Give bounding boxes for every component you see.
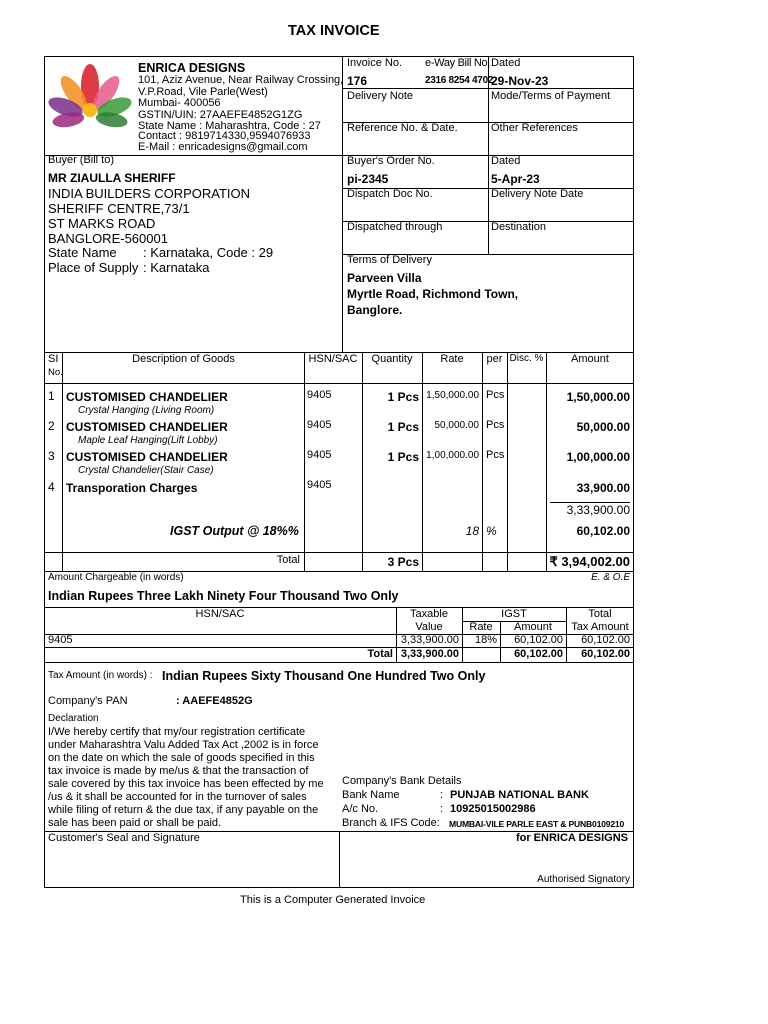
item-per: Pcs: [486, 419, 505, 431]
item-amount: 50,000.00: [576, 420, 630, 434]
tax-total-label: Total: [367, 648, 393, 660]
col-disc: Disc. %: [509, 353, 544, 364]
col-quantity: Quantity: [371, 353, 413, 365]
place-of-supply-label: Place of Supply: [48, 260, 139, 275]
col-si: SI: [48, 353, 59, 365]
item-sub: Maple Leaf Hanging(Lift Lobby): [78, 435, 218, 446]
buyer-state-value: : Karnataka, Code : 29: [143, 245, 274, 260]
item-hsn: 9405: [307, 389, 332, 401]
igst-amount-header: Amount: [514, 621, 552, 633]
item-per: Pcs: [486, 449, 505, 461]
declaration-line: I/We hereby certify that my/our registration certificate: [48, 726, 306, 738]
destination-label: Destination: [491, 221, 547, 233]
seal-signature-label: Customer's Seal and Signature: [48, 832, 200, 844]
invoice-no-label: Invoice No.: [347, 57, 403, 69]
tax-hsn-header: HSN/SAC: [195, 608, 245, 620]
tax-row-taxable: 3,33,900.00: [400, 634, 459, 646]
seller-address-3: Mumbai- 400056: [138, 97, 221, 109]
item-no: 2: [48, 419, 55, 433]
total-quantity: 3 Pcs: [387, 555, 419, 569]
bank-colon-1: :: [440, 789, 444, 801]
bank-name: PUNJAB NATIONAL BANK: [450, 789, 589, 801]
item-sub: Crystal Hanging (Living Room): [78, 405, 215, 416]
order-dated-label: Dated: [491, 155, 521, 167]
seller-gstin: GSTIN/UIN: 27AAEFE4852G1ZG: [138, 109, 303, 121]
declaration-line: on the date on which the sale of goods specified in this: [48, 752, 315, 764]
igst-header: IGST: [501, 608, 527, 620]
buyer-name: MR ZIAULLA SHERIFF: [48, 171, 176, 185]
branch-label: Branch & IFS Code:: [342, 817, 440, 829]
total-tax-header-1: Total: [588, 608, 612, 620]
item-sub: Crystal Chandelier(Stair Case): [78, 465, 214, 476]
pan-label: Company's PAN: [48, 695, 128, 707]
buyer-line-3: ST MARKS ROAD: [48, 216, 156, 231]
computer-generated-note: This is a Computer Generated Invoice: [240, 894, 426, 906]
delivery-address-1: Parveen Villa: [347, 271, 422, 285]
igst-percent-sign: %: [486, 524, 497, 538]
seller-name: ENRICA DESIGNS: [138, 61, 246, 75]
item-amount: 1,50,000.00: [566, 390, 630, 404]
tax-row-amount: 60,102.00: [514, 634, 563, 646]
dated-label: Dated: [491, 57, 521, 69]
taxable-header-2: Value: [415, 621, 443, 633]
eoe: E. & O.E: [591, 572, 630, 583]
item-per: Pcs: [486, 389, 505, 401]
item-no: 4: [48, 480, 55, 494]
item-qty: 1 Pcs: [387, 420, 419, 434]
item-rate: 1,50,000.00: [426, 390, 479, 401]
col-hsn: HSN/SAC: [308, 353, 358, 365]
terms-of-delivery-label: Terms of Delivery: [347, 254, 432, 266]
tax-total-taxable: 3,33,900.00: [400, 648, 459, 660]
declaration-line: sale has been paid or shall be paid.: [48, 817, 222, 829]
dispatched-through-label: Dispatched through: [347, 221, 443, 233]
buyer-state-label: State Name: [48, 245, 117, 260]
account-label: A/c No.: [342, 803, 379, 815]
item-name: CUSTOMISED CHANDELIER: [66, 420, 228, 434]
delivery-note-label: Delivery Note: [347, 90, 414, 102]
col-per: per: [486, 353, 503, 365]
bank-colon-2: :: [440, 803, 444, 815]
document-title: TAX INVOICE: [288, 23, 380, 39]
seller-address-1: 101, Aziz Avenue, Near Railway Crossing,: [138, 74, 344, 86]
item-rate: 1,00,000.00: [426, 450, 479, 461]
item-hsn: 9405: [307, 479, 332, 491]
delivery-address-3: Banglore.: [347, 303, 403, 317]
item-amount: 1,00,000.00: [566, 450, 630, 464]
seller-address-2: V.P.Road, Vile Parle(West): [138, 86, 268, 98]
total-label: Total: [276, 554, 300, 566]
bank-name-label: Bank Name: [342, 789, 400, 801]
item-hsn: 9405: [307, 449, 332, 461]
order-no: pi-2345: [347, 172, 389, 186]
for-company: for ENRICA DESIGNS: [515, 832, 628, 844]
tax-row-total: 60,102.00: [581, 634, 630, 646]
buyer-line-4: BANGLORE-560001: [48, 231, 168, 246]
pan-value: : AAEFE4852G: [176, 695, 253, 707]
item-name: CUSTOMISED CHANDELIER: [66, 390, 228, 404]
item-name: CUSTOMISED CHANDELIER: [66, 450, 228, 464]
account-number: 10925015002986: [450, 803, 536, 815]
seller-email: E-Mail : enricadesigns@gmail.com: [138, 141, 308, 153]
invoice-no: 176: [347, 74, 368, 88]
igst-label: IGST Output @ 18%%: [170, 524, 299, 538]
tax-in-words: Indian Rupees Sixty Thousand One Hundred Two Only: [162, 669, 486, 683]
reference-label: Reference No. & Date.: [347, 122, 458, 134]
enrica-logo: [46, 58, 134, 140]
tax-total-amount: 60,102.00: [514, 648, 563, 660]
igst-amount: 60,102.00: [576, 524, 630, 538]
tax-row-rate: 18%: [474, 634, 497, 646]
col-amount: Amount: [571, 353, 609, 365]
subtotal: 3,33,900.00: [566, 503, 630, 517]
branch-ifsc: MUMBAI-VILE PARLE EAST & PUNB0109210: [449, 819, 625, 829]
item-qty: 1 Pcs: [387, 450, 419, 464]
other-references-label: Other References: [491, 122, 578, 134]
bank-heading: Company's Bank Details: [342, 775, 462, 787]
order-no-label: Buyer's Order No.: [347, 155, 435, 167]
authorised-signatory: Authorised Signatory: [537, 874, 630, 885]
total-amount: ₹ 3,94,002.00: [549, 554, 630, 569]
taxable-header-1: Taxable: [410, 608, 448, 620]
eway-number: 2316 8254 4702: [425, 75, 494, 86]
declaration-line: sale covered by this tax invoice has been effected by me: [48, 778, 324, 790]
col-description: Description of Goods: [132, 353, 235, 365]
dispatch-doc-label: Dispatch Doc No.: [347, 188, 433, 200]
item-no: 3: [48, 449, 55, 463]
amount-words-label: Amount Chargeable (in words): [48, 572, 184, 583]
eway-label: e-Way Bill No.: [425, 57, 491, 69]
declaration-line: /us & it shall be accounted for in the turnover of sales: [48, 791, 307, 803]
declaration-line: tax invoice is made by me/us & that the transaction of: [48, 765, 309, 777]
item-qty: 1 Pcs: [387, 390, 419, 404]
col-no: No.: [48, 367, 63, 378]
payment-terms-label: Mode/Terms of Payment: [491, 90, 611, 102]
buyer-line-2: SHERIFF CENTRE,73/1: [48, 201, 190, 216]
col-rate: Rate: [440, 353, 464, 365]
seller-contact: Contact : 9819714330,9594076933: [138, 130, 311, 142]
amount-in-words: Indian Rupees Three Lakh Ninety Four Thousand Two Only: [48, 589, 399, 603]
item-name: Transporation Charges: [66, 481, 198, 495]
order-date: 5-Apr-23: [491, 172, 540, 186]
tax-row-hsn: 9405: [48, 634, 73, 646]
item-rate: 50,000.00: [434, 420, 479, 431]
item-hsn: 9405: [307, 419, 332, 431]
seller-state: State Name : Maharashtra, Code : 27: [138, 120, 321, 132]
tax-total-sum: 60,102.00: [581, 648, 630, 660]
buyer-label: Buyer (Bill to): [48, 154, 115, 166]
item-no: 1: [48, 389, 55, 403]
declaration-line: under Maharashtra Valu Added Tax Act ,2002 is in force: [48, 739, 319, 751]
delivery-note-date-label: Delivery Note Date: [491, 188, 584, 200]
total-tax-header-2: Tax Amount: [571, 621, 629, 633]
delivery-address-2: Myrtle Road, Richmond Town,: [347, 287, 519, 301]
tax-words-label: Tax Amount (in words) :: [48, 670, 153, 681]
invoice-date: 29-Nov-23: [491, 74, 549, 88]
place-of-supply-value: : Karnataka: [143, 260, 210, 275]
declaration-line: while filing of return & the due tax, if any payable on the: [48, 804, 319, 816]
igst-rate-header: Rate: [469, 621, 493, 633]
item-amount: 33,900.00: [576, 481, 630, 495]
declaration-label: Declaration: [48, 713, 99, 724]
buyer-line-1: INDIA BUILDERS CORPORATION: [48, 186, 251, 201]
igst-rate: 18: [465, 524, 479, 538]
